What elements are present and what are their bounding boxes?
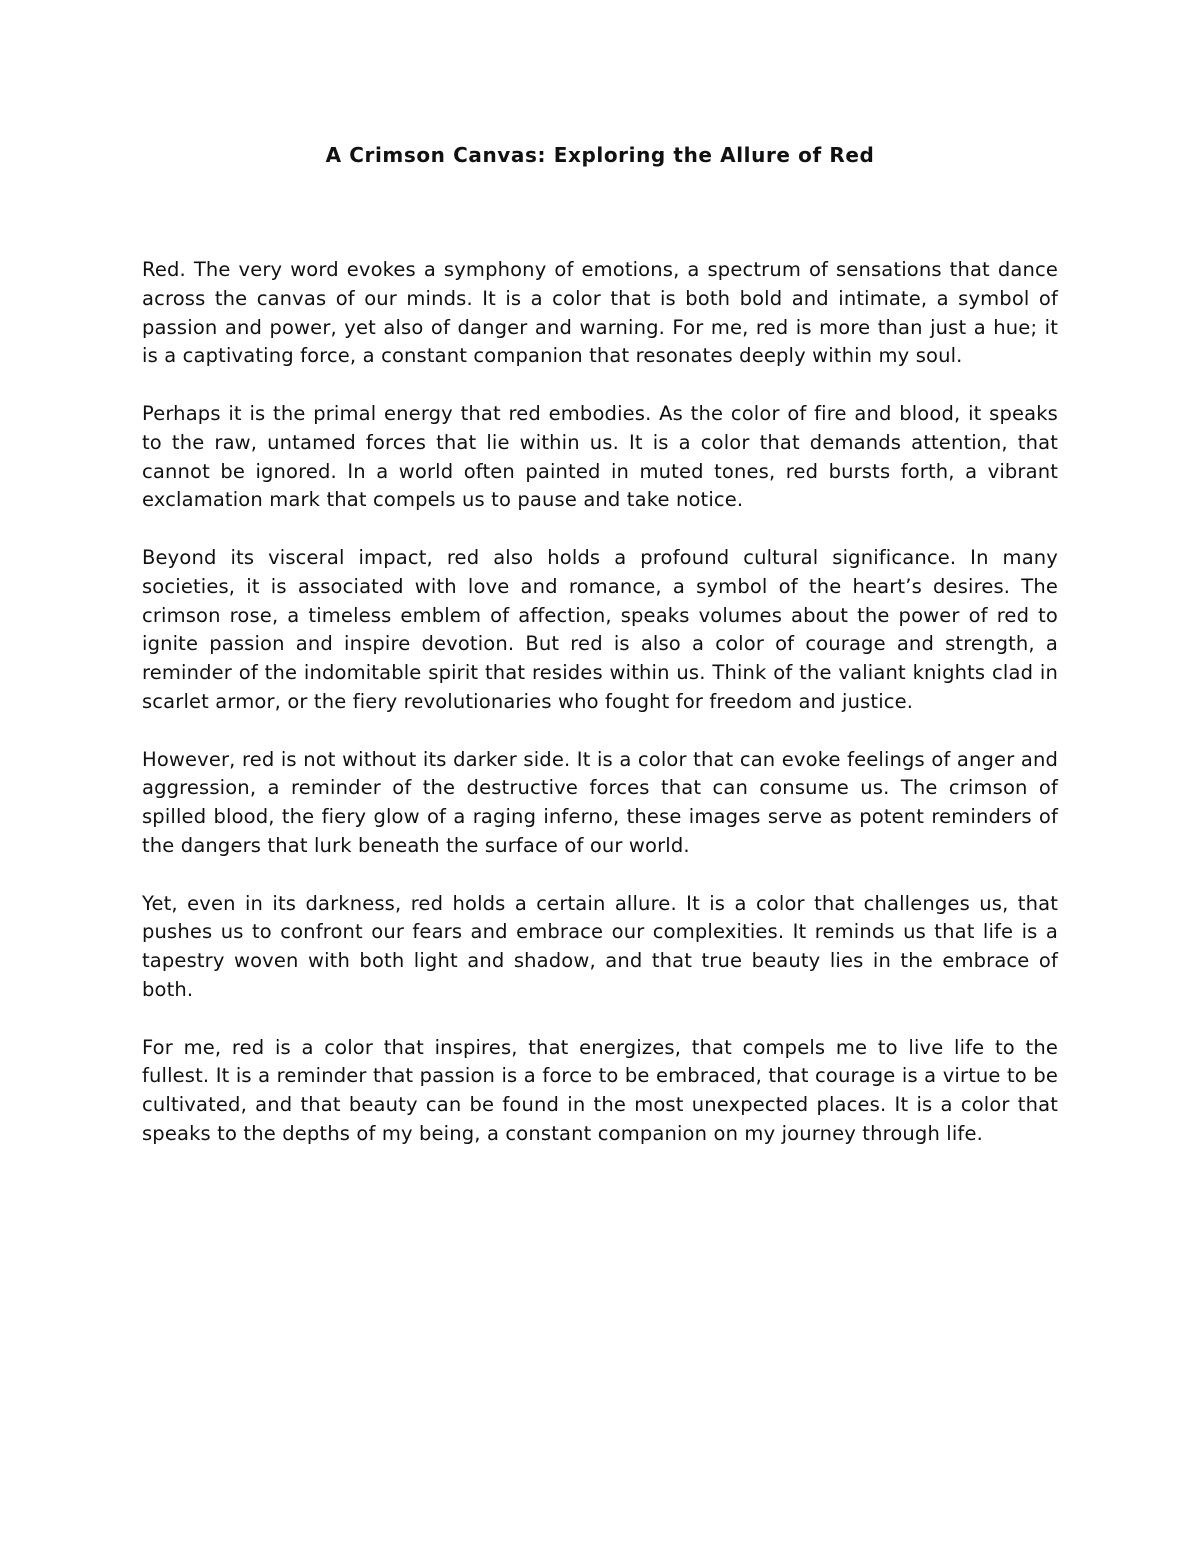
paragraph: Yet, even in its darkness, red holds a certain allure. It is a color that challenges us, that pushes us to confront our fears and embrace our complexities. It reminds us that life is a tapestry woven with both light and shadow, and that true beauty lies in the embrace of both.	[142, 891, 1058, 1001]
page-title: A Crimson Canvas: Exploring the Allure of Red	[325, 143, 875, 167]
paragraph: However, red is not without its darker side. It is a color that can evoke feelings of anger and aggression, a reminder of the destructive forces that can consume us. The crimson of spilled blood, the fiery glow of a raging inferno, these images serve as potent reminders of the dangers that lurk beneath the surface of our world.	[142, 747, 1058, 857]
paragraph: Perhaps it is the primal energy that red embodies. As the color of fire and blood, it speaks to the raw, untamed forces that lie within us. It is a color that demands attention, that cannot be ignored. In a world often painted in muted tones, red bursts forth, a vibrant exclamation mark that compels us to pause and take notice.	[142, 401, 1058, 512]
paragraph: For me, red is a color that inspires, that energizes, that compels me to live life to the fullest. It is a reminder that passion is a force to be embraced, that courage is a virtue to be cultivated, and that beauty can be found in the most unexpected places. It is a color that speaks to the depths of my being, a constant companion on my journey through life.	[142, 1035, 1058, 1145]
paragraph: Beyond its visceral impact, red also holds a profound cultural significance. In many societies, it is associated with love and romance, a symbol of the heart’s desires. The crimson rose, a timeless emblem of affection, speaks volumes about the power of red to ignite passion and inspire devotion. But red is also a color of courage and strength, a reminder of the indomitable spirit that resides within us. Think of the valiant knights clad in scarlet armor, or the fiery revolutionaries who fought for freedom and justice.	[142, 545, 1058, 713]
document-body	[142, 256, 1058, 1178]
paragraph: Red. The very word evokes a symphony of emotions, a spectrum of sensations that dance across the canvas of our minds. It is a color that is both bold and intimate, a symbol of passion and power, yet also of danger and warning. For me, red is more than just a hue; it is a captivating force, a constant companion that resonates deeply within my soul.	[142, 258, 1058, 368]
